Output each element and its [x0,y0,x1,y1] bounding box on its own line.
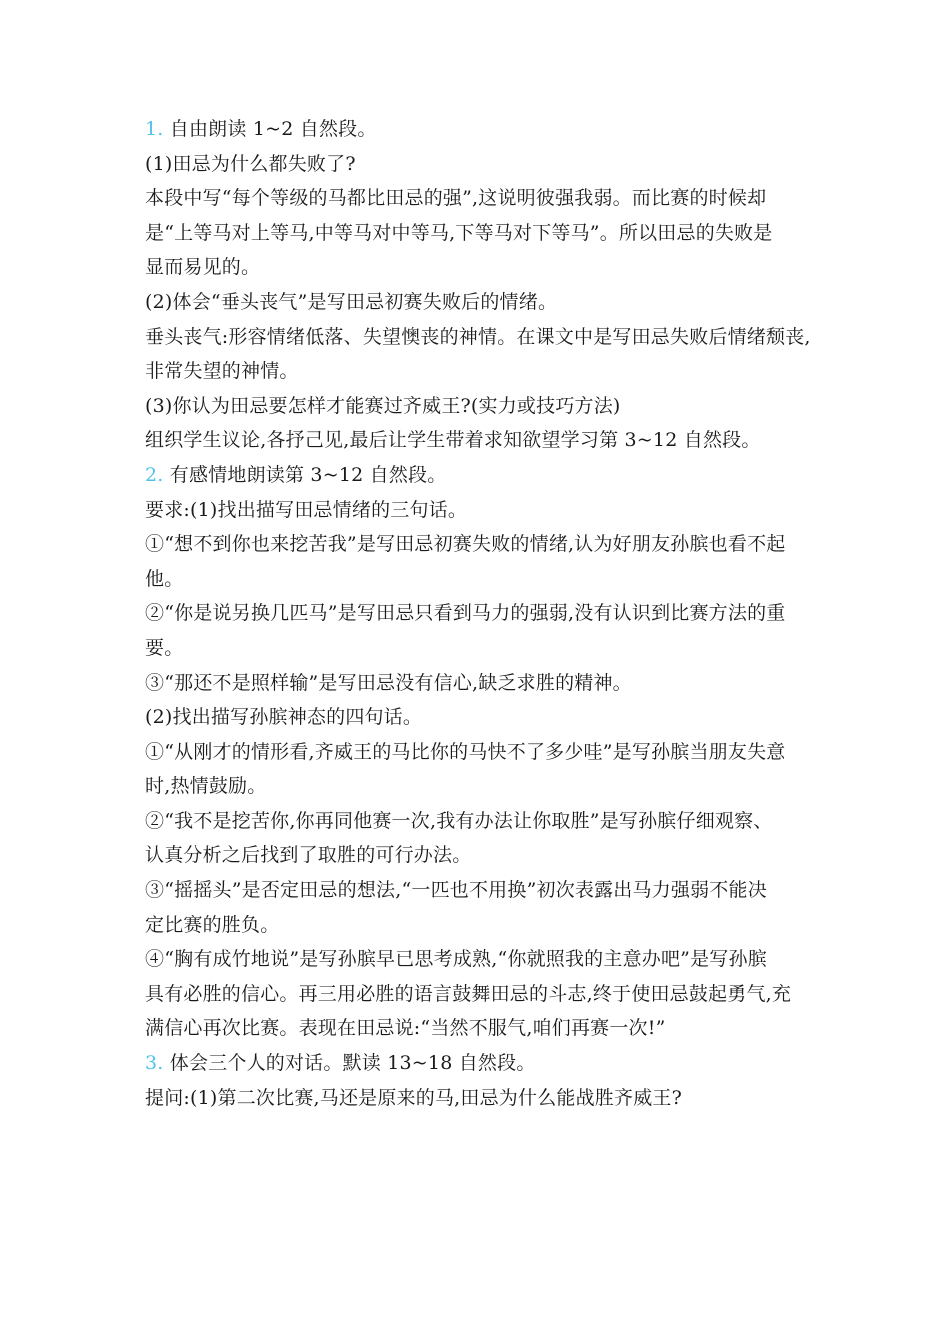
text-line [145,873,810,908]
text-line [145,493,810,528]
text-line [145,562,810,597]
line-text: (3)你认为田忌要怎样才能赛过齐威王?(实力或技巧方法) [145,394,621,417]
line-text: 自由朗读 1~2 自然段。 [169,118,377,140]
text-line [145,527,810,562]
numbered-heading-line [145,112,810,147]
line-text: ②“你是说另换几匹马”是写田忌只看到马力的强弱,没有认识到比赛方法的重 [145,602,786,625]
text-line [145,1011,810,1046]
line-text: ①“从刚才的情形看,齐威王的马比你的马快不了多少哇”是写孙膑当朋友失意 [145,740,786,763]
text-line [145,389,810,424]
line-text: 时,热情鼓励。 [145,775,267,798]
text-line [145,838,810,873]
line-text: 他。 [145,567,184,590]
line-text: 具有必胜的信心。再三用必胜的语言鼓舞田忌的斗志,终于使田忌鼓起勇气,充 [145,982,792,1005]
line-text: ④“胸有成竹地说”是写孙膑早已思考成熟,“你就照我的主意办吧”是写孙膑 [145,948,767,971]
text-line [145,181,810,216]
text-line [145,596,810,631]
text-line [145,1081,810,1116]
text-line [145,216,810,251]
line-text: 非常失望的神情。 [145,360,299,383]
item-number: 1. [145,118,164,140]
line-text: 要求:(1)找出描写田忌情绪的三句话。 [145,498,468,521]
line-text: ③“那还不是照样输”是写田忌没有信心,缺乏求胜的精神。 [145,671,632,694]
line-text: ①“想不到你也来挖苦我”是写田忌初赛失败的情绪,认为好朋友孙膑也看不起 [145,533,786,556]
document-page [145,112,810,1115]
text-line [145,908,810,943]
line-text: 本段中写“每个等级的马都比田忌的强”,这说明彼强我弱。而比赛的时候却 [145,187,767,210]
line-text: (1)田忌为什么都失败了? [145,152,356,175]
text-line [145,423,810,458]
text-line [145,977,810,1012]
line-text: 定比赛的胜负。 [145,913,280,936]
text-line [145,250,810,285]
text-line [145,769,810,804]
line-text: 组织学生议论,各抒己见,最后让学生带着求知欲望学习第 3~12 自然段。 [145,429,761,452]
line-text: 有感情地朗读第 3~12 自然段。 [169,463,447,486]
text-line [145,147,810,182]
numbered-heading-line [145,1046,810,1081]
line-text: 显而易见的。 [145,256,261,279]
text-line [145,942,810,977]
text-line [145,700,810,735]
line-text: 提问:(1)第二次比赛,马还是原来的马,田忌为什么能战胜齐威王? [145,1086,682,1109]
line-text: 体会三个人的对话。默读 13~18 自然段。 [169,1052,536,1075]
line-text: (2)找出描写孙膑神态的四句话。 [145,706,423,729]
text-line [145,320,810,355]
line-text: 认真分析之后找到了取胜的可行办法。 [145,844,472,867]
line-text: (2)体会“垂头丧气”是写田忌初赛失败后的情绪。 [145,290,558,313]
line-text: 是“上等马对上等马,中等马对中等马,下等马对下等马”。所以田忌的失败是 [145,221,773,244]
line-text: 满信心再次比赛。表现在田忌说:“当然不服气,咱们再赛一次!” [145,1017,666,1040]
line-text: ②“我不是挖苦你,你再同他赛一次,我有办法让你取胜”是写孙膑仔细观察、 [145,809,773,832]
item-number: 3. [145,1052,164,1075]
item-number: 2. [145,463,164,486]
numbered-heading-line [145,458,810,493]
line-text: 要。 [145,636,184,659]
text-line [145,804,810,839]
text-line [145,666,810,701]
text-line [145,354,810,389]
line-text: 垂头丧气:形容情绪低落、失望懊丧的神情。在课文中是写田忌失败后情绪颓丧, [145,325,811,348]
text-line [145,285,810,320]
line-text: ③“摇摇头”是否定田忌的想法,“一匹也不用换”初次表露出马力强弱不能决 [145,879,767,902]
text-line [145,631,810,666]
text-line [145,735,810,770]
